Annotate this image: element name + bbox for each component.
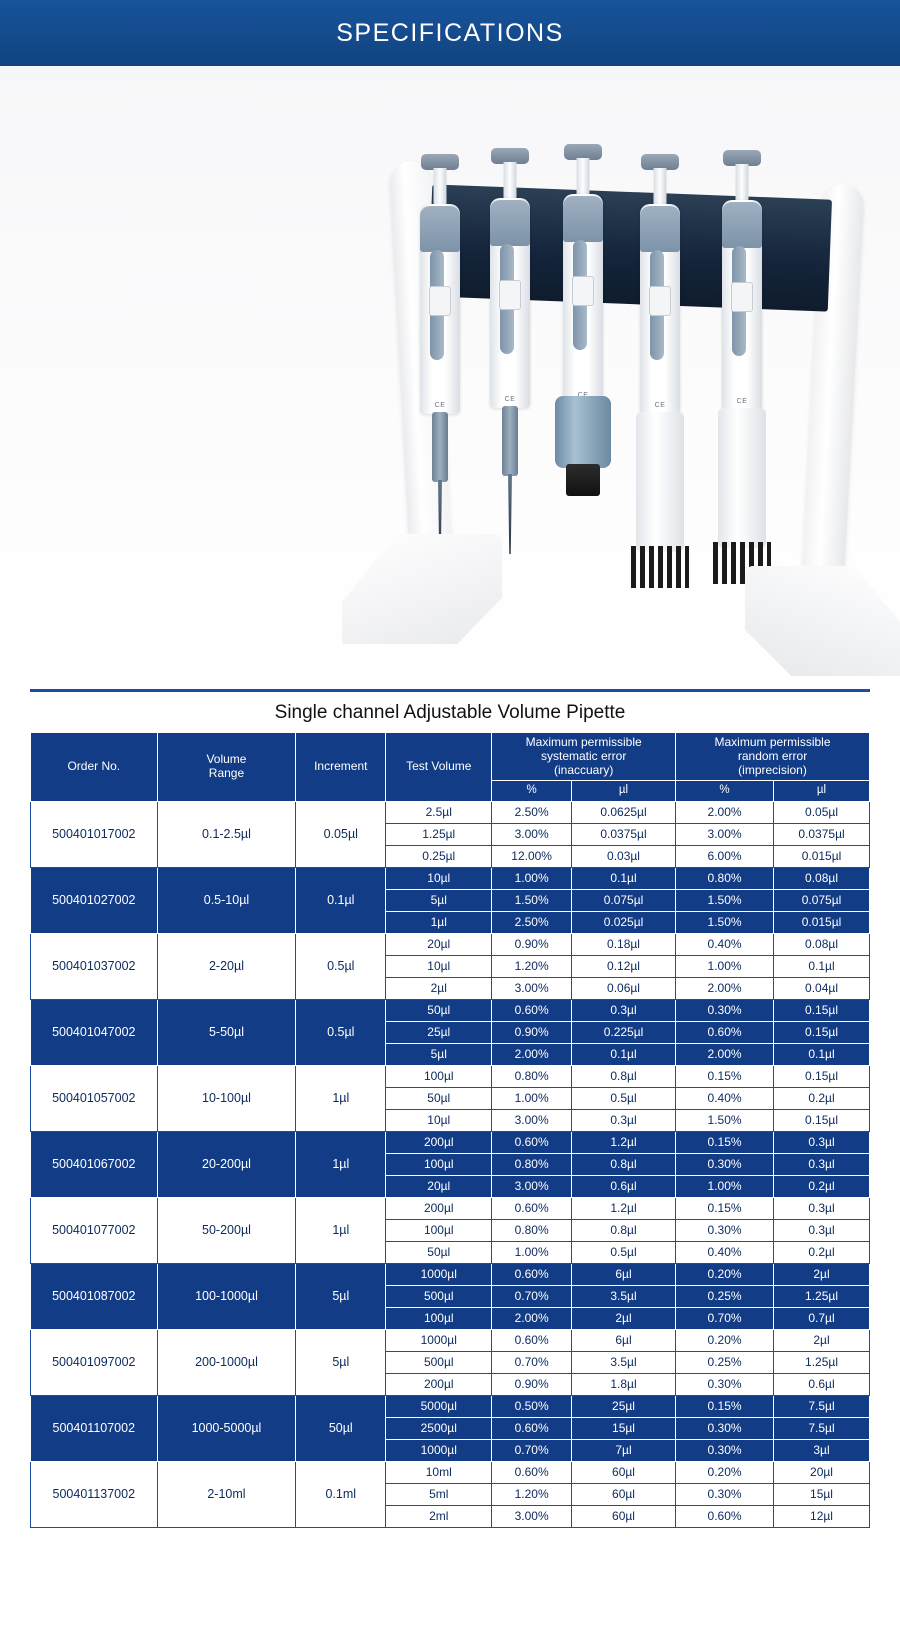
- page-title: SPECIFICATIONS: [336, 18, 564, 47]
- cell-systematic-ul: 0.18µl: [571, 933, 675, 955]
- cell-test-volume: 1000µl: [386, 1439, 492, 1461]
- cell-random-pct: 0.25%: [676, 1285, 774, 1307]
- table-row: [31, 933, 870, 955]
- cell-systematic-ul: 0.0625µl: [571, 801, 675, 823]
- cell-random-pct: 0.15%: [676, 1065, 774, 1087]
- cell-test-volume: 25µl: [386, 1021, 492, 1043]
- cell-systematic-pct: 0.60%: [492, 1263, 572, 1285]
- cell-volume-range: 20-200µl: [157, 1131, 296, 1197]
- cell-volume-range: 50-200µl: [157, 1197, 296, 1263]
- cell-systematic-ul: 0.0375µl: [571, 823, 675, 845]
- cell-random-ul: 0.015µl: [774, 911, 870, 933]
- cell-random-pct: 0.20%: [676, 1329, 774, 1351]
- cell-systematic-pct: 12.00%: [492, 845, 572, 867]
- cell-random-ul: 0.1µl: [774, 955, 870, 977]
- cell-random-ul: 0.2µl: [774, 1241, 870, 1263]
- cell-test-volume: 2ml: [386, 1505, 492, 1527]
- pipette-grip: [490, 200, 530, 246]
- table-row: [31, 801, 870, 823]
- specification-table-section: [0, 689, 900, 1550]
- cell-test-volume: 50µl: [386, 999, 492, 1021]
- cell-random-ul: 0.7µl: [774, 1307, 870, 1329]
- ce-mark-icon: CE: [736, 398, 748, 405]
- volume-window: [499, 280, 521, 310]
- cell-increment: 0.5µl: [296, 999, 386, 1065]
- cell-systematic-ul: 0.12µl: [571, 955, 675, 977]
- cell-systematic-ul: 0.03µl: [571, 845, 675, 867]
- cell-test-volume: 1.25µl: [386, 823, 492, 845]
- ce-mark-icon: CE: [504, 396, 516, 403]
- cell-volume-range: 1000-5000µl: [157, 1395, 296, 1461]
- cell-random-ul: 0.3µl: [774, 1131, 870, 1153]
- cell-systematic-ul: 0.8µl: [571, 1065, 675, 1087]
- header-systematic-error-line3: (inaccuary): [554, 762, 614, 777]
- cell-random-pct: 0.30%: [676, 1439, 774, 1461]
- pipette-grip: [420, 206, 460, 252]
- cell-random-ul: 20µl: [774, 1461, 870, 1483]
- cell-systematic-pct: 0.60%: [492, 1461, 572, 1483]
- cell-random-pct: 0.40%: [676, 1241, 774, 1263]
- pipette-barrel: [555, 396, 611, 468]
- cell-test-volume: 2.5µl: [386, 801, 492, 823]
- volume-window: [572, 276, 594, 306]
- cell-volume-range: 200-1000µl: [157, 1329, 296, 1395]
- cell-order-no: 500401107002: [31, 1395, 158, 1461]
- cell-systematic-ul: 6µl: [571, 1329, 675, 1351]
- cell-systematic-pct: 1.50%: [492, 889, 572, 911]
- table-row: [31, 1131, 870, 1153]
- cell-systematic-ul: 0.3µl: [571, 1109, 675, 1131]
- cell-random-pct: 0.40%: [676, 1087, 774, 1109]
- cell-random-pct: 0.40%: [676, 933, 774, 955]
- table-row-group: [31, 867, 870, 933]
- header-volume-range-line2: Range: [208, 765, 245, 780]
- pipette-grip: [563, 196, 603, 242]
- cell-random-pct: 1.00%: [676, 1175, 774, 1197]
- cell-random-pct: 1.50%: [676, 1109, 774, 1131]
- cell-volume-range: 0.1-2.5µl: [157, 801, 296, 867]
- header-random-error: [676, 733, 870, 781]
- plunger-rod: [434, 168, 447, 208]
- cell-increment: 0.5µl: [296, 933, 386, 999]
- cell-test-volume: 0.25µl: [386, 845, 492, 867]
- table-row: [31, 1329, 870, 1351]
- cell-increment: 1µl: [296, 1131, 386, 1197]
- cell-order-no: 500401087002: [31, 1263, 158, 1329]
- cell-increment: 0.05µl: [296, 801, 386, 867]
- cell-random-ul: 7.5µl: [774, 1417, 870, 1439]
- cell-systematic-pct: 1.00%: [492, 1087, 572, 1109]
- multichannel-head: [636, 412, 684, 552]
- cell-increment: 0.1µl: [296, 867, 386, 933]
- cell-systematic-pct: 2.50%: [492, 911, 572, 933]
- cell-systematic-pct: 0.80%: [492, 1065, 572, 1087]
- cell-random-ul: 0.08µl: [774, 933, 870, 955]
- cell-systematic-pct: 0.60%: [492, 1197, 572, 1219]
- table-row: [31, 867, 870, 889]
- cell-systematic-pct: 1.20%: [492, 955, 572, 977]
- cell-systematic-pct: 1.00%: [492, 1241, 572, 1263]
- cell-random-pct: 1.50%: [676, 911, 774, 933]
- cell-increment: 50µl: [296, 1395, 386, 1461]
- cell-random-ul: 0.15µl: [774, 1065, 870, 1087]
- cell-random-ul: 15µl: [774, 1483, 870, 1505]
- plunger-rod: [654, 168, 667, 208]
- cell-test-volume: 1µl: [386, 911, 492, 933]
- cell-systematic-ul: 1.2µl: [571, 1197, 675, 1219]
- cell-systematic-pct: 0.60%: [492, 1417, 572, 1439]
- cell-systematic-ul: 0.025µl: [571, 911, 675, 933]
- cell-systematic-ul: 60µl: [571, 1483, 675, 1505]
- header-systematic-error-line2: systematic error: [541, 748, 627, 763]
- cell-systematic-pct: 2.00%: [492, 1043, 572, 1065]
- cell-random-ul: 0.2µl: [774, 1175, 870, 1197]
- header-volume-range-line1: Volume: [206, 752, 247, 766]
- table-row: [31, 1263, 870, 1285]
- cell-test-volume: 1000µl: [386, 1329, 492, 1351]
- cell-test-volume: 10µl: [386, 955, 492, 977]
- cell-random-ul: 0.15µl: [774, 1109, 870, 1131]
- cell-increment: 0.1ml: [296, 1461, 386, 1527]
- cell-random-ul: 0.2µl: [774, 1087, 870, 1109]
- cell-systematic-ul: 3.5µl: [571, 1285, 675, 1307]
- cell-random-ul: 3µl: [774, 1439, 870, 1461]
- cell-random-ul: 12µl: [774, 1505, 870, 1527]
- cell-volume-range: 10-100µl: [157, 1065, 296, 1131]
- header-increment: Increment: [296, 733, 386, 802]
- cell-systematic-ul: 0.06µl: [571, 977, 675, 999]
- cell-random-ul: 0.075µl: [774, 889, 870, 911]
- cell-test-volume: 2µl: [386, 977, 492, 999]
- cell-random-ul: 1.25µl: [774, 1351, 870, 1373]
- cell-order-no: 500401057002: [31, 1065, 158, 1131]
- pipette-tip: [506, 474, 515, 554]
- cell-random-ul: 0.15µl: [774, 999, 870, 1021]
- cell-systematic-pct: 2.50%: [492, 801, 572, 823]
- cell-volume-range: 100-1000µl: [157, 1263, 296, 1329]
- cell-random-pct: 0.30%: [676, 1219, 774, 1241]
- cell-test-volume: 10µl: [386, 1109, 492, 1131]
- cell-volume-range: 5-50µl: [157, 999, 296, 1065]
- table-row-group: [31, 1065, 870, 1131]
- cell-random-ul: 2µl: [774, 1263, 870, 1285]
- stand-right-foot: [745, 566, 900, 676]
- cell-order-no: 500401137002: [31, 1461, 158, 1527]
- cell-test-volume: 100µl: [386, 1153, 492, 1175]
- cell-test-volume: 50µl: [386, 1241, 492, 1263]
- cell-systematic-ul: 1.8µl: [571, 1373, 675, 1395]
- cell-random-pct: 0.30%: [676, 1483, 774, 1505]
- cell-random-pct: 0.15%: [676, 1131, 774, 1153]
- cell-random-pct: 0.30%: [676, 999, 774, 1021]
- volume-window: [731, 282, 753, 312]
- cell-test-volume: 100µl: [386, 1065, 492, 1087]
- cell-systematic-ul: 0.1µl: [571, 1043, 675, 1065]
- cell-systematic-pct: 3.00%: [492, 1175, 572, 1197]
- multichannel-head: [718, 408, 766, 548]
- cell-test-volume: 500µl: [386, 1285, 492, 1307]
- cell-random-pct: 2.00%: [676, 1043, 774, 1065]
- cell-order-no: 500401037002: [31, 933, 158, 999]
- cell-volume-range: 2-20µl: [157, 933, 296, 999]
- cell-systematic-pct: 1.20%: [492, 1483, 572, 1505]
- cell-increment: 1µl: [296, 1197, 386, 1263]
- cell-test-volume: 500µl: [386, 1351, 492, 1373]
- header-systematic-error: [492, 733, 676, 781]
- header-random-ul: µl: [774, 781, 870, 801]
- cell-systematic-pct: 0.90%: [492, 933, 572, 955]
- cell-random-ul: 0.0375µl: [774, 823, 870, 845]
- cell-systematic-ul: 0.5µl: [571, 1241, 675, 1263]
- table-header: [31, 733, 870, 802]
- specification-table: [30, 732, 870, 1528]
- cell-random-pct: 2.00%: [676, 977, 774, 999]
- cell-random-pct: 1.50%: [676, 889, 774, 911]
- cell-systematic-ul: 0.5µl: [571, 1087, 675, 1109]
- table-row-group: [31, 1263, 870, 1329]
- cell-random-pct: 0.20%: [676, 1461, 774, 1483]
- cell-systematic-ul: 1.2µl: [571, 1131, 675, 1153]
- cell-systematic-ul: 7µl: [571, 1439, 675, 1461]
- pipette-grip: [640, 206, 680, 252]
- cell-random-ul: 0.08µl: [774, 867, 870, 889]
- cell-systematic-ul: 3.5µl: [571, 1351, 675, 1373]
- table-row-group: [31, 1461, 870, 1527]
- page-banner: [0, 0, 900, 66]
- cell-increment: 1µl: [296, 1065, 386, 1131]
- cell-systematic-pct: 0.60%: [492, 1329, 572, 1351]
- cell-systematic-ul: 60µl: [571, 1505, 675, 1527]
- table-row-group: [31, 1131, 870, 1197]
- table-row: [31, 999, 870, 1021]
- cell-random-ul: 0.1µl: [774, 1043, 870, 1065]
- cell-systematic-pct: 0.90%: [492, 1373, 572, 1395]
- ce-mark-icon: CE: [654, 402, 666, 409]
- cell-systematic-pct: 0.90%: [492, 1021, 572, 1043]
- cell-order-no: 500401017002: [31, 801, 158, 867]
- cell-test-volume: 5ml: [386, 1483, 492, 1505]
- cell-systematic-pct: 3.00%: [492, 1109, 572, 1131]
- cell-random-ul: 0.15µl: [774, 1021, 870, 1043]
- volume-window: [649, 286, 671, 316]
- plunger-rod: [736, 164, 749, 204]
- cell-test-volume: 1000µl: [386, 1263, 492, 1285]
- header-systematic-ul: µl: [571, 781, 675, 801]
- cell-systematic-ul: 6µl: [571, 1263, 675, 1285]
- cell-random-ul: 0.015µl: [774, 845, 870, 867]
- cell-random-ul: 1.25µl: [774, 1285, 870, 1307]
- header-test-volume: Test Volume: [386, 733, 492, 802]
- cell-random-ul: 0.3µl: [774, 1197, 870, 1219]
- cell-systematic-ul: 0.8µl: [571, 1219, 675, 1241]
- cell-test-volume: 20µl: [386, 1175, 492, 1197]
- cell-systematic-ul: 0.6µl: [571, 1175, 675, 1197]
- cell-random-pct: 0.30%: [676, 1373, 774, 1395]
- cell-systematic-pct: 3.00%: [492, 977, 572, 999]
- product-image: [0, 66, 900, 681]
- cell-test-volume: 20µl: [386, 933, 492, 955]
- cell-systematic-ul: 0.225µl: [571, 1021, 675, 1043]
- cell-random-pct: 0.80%: [676, 867, 774, 889]
- cell-systematic-ul: 15µl: [571, 1417, 675, 1439]
- cell-test-volume: 100µl: [386, 1219, 492, 1241]
- cell-increment: 5µl: [296, 1263, 386, 1329]
- cell-volume-range: 2-10ml: [157, 1461, 296, 1527]
- cell-test-volume: 100µl: [386, 1307, 492, 1329]
- cell-systematic-pct: 1.00%: [492, 867, 572, 889]
- cell-systematic-pct: 2.00%: [492, 1307, 572, 1329]
- cell-systematic-ul: 2µl: [571, 1307, 675, 1329]
- header-order-no: Order No.: [31, 733, 158, 802]
- cell-random-ul: 2µl: [774, 1329, 870, 1351]
- cell-systematic-ul: 0.075µl: [571, 889, 675, 911]
- header-random-error-line3: (imprecision): [738, 762, 807, 777]
- cell-systematic-pct: 3.00%: [492, 823, 572, 845]
- cell-systematic-ul: 60µl: [571, 1461, 675, 1483]
- table-row-group: [31, 999, 870, 1065]
- cell-systematic-pct: 0.50%: [492, 1395, 572, 1417]
- table-title: Single channel Adjustable Volume Pipette: [274, 702, 626, 723]
- cell-random-ul: 0.05µl: [774, 801, 870, 823]
- cell-systematic-pct: 0.70%: [492, 1285, 572, 1307]
- cell-random-pct: 0.60%: [676, 1505, 774, 1527]
- cell-systematic-pct: 0.60%: [492, 999, 572, 1021]
- header-volume-range: [157, 733, 296, 802]
- cell-random-pct: 0.20%: [676, 1263, 774, 1285]
- cell-systematic-pct: 0.70%: [492, 1439, 572, 1461]
- cell-test-volume: 50µl: [386, 1087, 492, 1109]
- table-row: [31, 1395, 870, 1417]
- pipette-grip: [722, 202, 762, 248]
- cell-systematic-ul: 0.3µl: [571, 999, 675, 1021]
- cell-random-ul: 0.3µl: [774, 1153, 870, 1175]
- cell-random-pct: 0.30%: [676, 1417, 774, 1439]
- ce-mark-icon: CE: [434, 402, 446, 409]
- cell-order-no: 500401027002: [31, 867, 158, 933]
- multichannel-tips: [631, 546, 689, 588]
- pipette-shaft: [502, 406, 518, 476]
- cell-systematic-ul: 25µl: [571, 1395, 675, 1417]
- header-systematic-pct: %: [492, 781, 572, 801]
- divider: [30, 689, 870, 692]
- header-random-error-line1: Maximum permissible: [714, 735, 831, 749]
- cell-random-pct: 6.00%: [676, 845, 774, 867]
- cell-order-no: 500401067002: [31, 1131, 158, 1197]
- cell-systematic-pct: 0.80%: [492, 1153, 572, 1175]
- cell-random-pct: 0.15%: [676, 1197, 774, 1219]
- cell-random-pct: 2.00%: [676, 801, 774, 823]
- volume-window: [429, 286, 451, 316]
- cell-test-volume: 200µl: [386, 1131, 492, 1153]
- cell-random-ul: 0.04µl: [774, 977, 870, 999]
- cell-systematic-pct: 0.80%: [492, 1219, 572, 1241]
- cell-random-ul: 0.3µl: [774, 1219, 870, 1241]
- cell-test-volume: 10µl: [386, 867, 492, 889]
- table-row-group: [31, 801, 870, 867]
- table-row: [31, 1065, 870, 1087]
- cell-systematic-pct: 0.70%: [492, 1351, 572, 1373]
- cell-random-pct: 0.30%: [676, 1153, 774, 1175]
- cell-increment: 5µl: [296, 1329, 386, 1395]
- cell-systematic-pct: 0.60%: [492, 1131, 572, 1153]
- cell-random-ul: 0.6µl: [774, 1373, 870, 1395]
- cell-test-volume: 10ml: [386, 1461, 492, 1483]
- pipette-shaft: [432, 412, 448, 482]
- table-row-group: [31, 1197, 870, 1263]
- cell-test-volume: 200µl: [386, 1197, 492, 1219]
- cell-volume-range: 0.5-10µl: [157, 867, 296, 933]
- table-row-group: [31, 1329, 870, 1395]
- cell-order-no: 500401097002: [31, 1329, 158, 1395]
- cell-order-no: 500401077002: [31, 1197, 158, 1263]
- cell-random-pct: 0.60%: [676, 1021, 774, 1043]
- table-row: [31, 1197, 870, 1219]
- cell-random-pct: 0.70%: [676, 1307, 774, 1329]
- cell-random-ul: 7.5µl: [774, 1395, 870, 1417]
- table-header-row-1: [31, 733, 870, 781]
- plunger-rod: [504, 162, 517, 202]
- stand-crossbar: [428, 184, 832, 311]
- cell-systematic-ul: 0.1µl: [571, 867, 675, 889]
- table-row-group: [31, 1395, 870, 1461]
- cell-test-volume: 2500µl: [386, 1417, 492, 1439]
- table-row-group: [31, 933, 870, 999]
- cell-random-pct: 0.15%: [676, 1395, 774, 1417]
- header-random-error-line2: random error: [737, 748, 808, 763]
- table-row: [31, 1461, 870, 1483]
- stand-left-foot: [342, 534, 502, 644]
- cell-test-volume: 200µl: [386, 1373, 492, 1395]
- header-systematic-error-line1: Maximum permissible: [525, 735, 642, 749]
- plunger-rod: [577, 158, 590, 198]
- header-random-pct: %: [676, 781, 774, 801]
- cell-test-volume: 5µl: [386, 889, 492, 911]
- cell-random-pct: 3.00%: [676, 823, 774, 845]
- pipette-stand-illustration: [0, 66, 900, 681]
- cell-random-pct: 1.00%: [676, 955, 774, 977]
- cell-test-volume: 5000µl: [386, 1395, 492, 1417]
- cell-test-volume: 5µl: [386, 1043, 492, 1065]
- cell-systematic-ul: 0.8µl: [571, 1153, 675, 1175]
- cell-systematic-pct: 3.00%: [492, 1505, 572, 1527]
- cell-random-pct: 0.25%: [676, 1351, 774, 1373]
- pipette-nose-cone: [566, 464, 600, 496]
- cell-order-no: 500401047002: [31, 999, 158, 1065]
